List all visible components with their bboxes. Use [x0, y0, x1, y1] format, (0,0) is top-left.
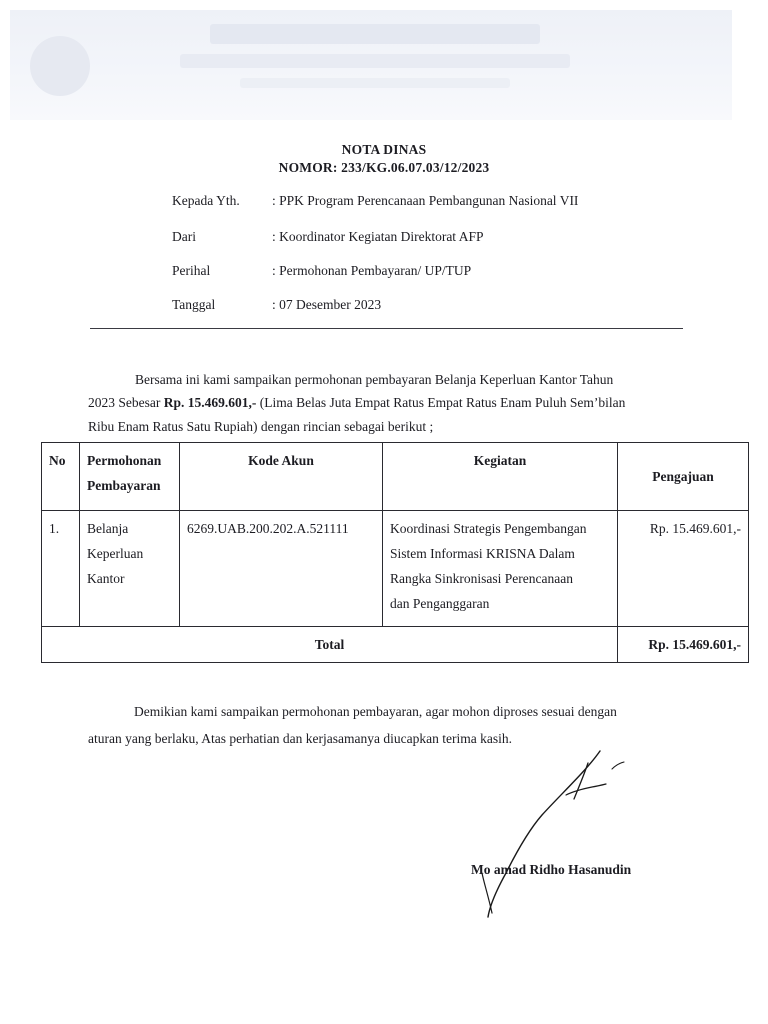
table-header-row: [42, 443, 749, 511]
meta-value: : 07 Desember 2023: [272, 297, 382, 312]
col-header-pengajuan: Pengajuan: [618, 443, 749, 511]
cell-kode-akun: 6269.UAB.200.202.A.521111: [180, 511, 383, 627]
col-header-kode-akun: Kode Akun: [180, 443, 383, 511]
faded-letterhead: [10, 10, 732, 120]
cell-no: 1.: [42, 511, 80, 627]
body-line-2: 2023 Sebesar Rp. 15.469.601,- (Lima Belas Juta Empat Ratus Empat Ratus Enam Puluh Semʼbilan: [88, 395, 626, 410]
meta-label: Dari: [172, 229, 196, 244]
cell-pengajuan: Rp. 15.469.601,-: [618, 511, 749, 627]
cell-permohonan: Belanja Keperluan Kantor: [80, 511, 180, 627]
col-header-kegiatan: Kegiatan: [383, 443, 618, 511]
document-title: NOTA DINAS: [341, 142, 427, 157]
col-header-permohonan: Permohonan Pembayaran: [80, 443, 180, 511]
body-line-1: Bersama ini kami sampaikan permohonan pembayaran Belanja Keperluan Kantor Tahun: [135, 372, 614, 387]
meta-label: Perihal: [172, 263, 211, 278]
body-line-3: Ribu Enam Ratus Satu Rupiah) dengan rincian sebagai berikut ;: [88, 419, 434, 434]
meta-label: Kepada Yth.: [172, 193, 240, 208]
meta-value: : Permohonan Pembayaran/ UP/TUP: [272, 263, 472, 278]
header-divider: [90, 328, 683, 329]
closing-line-1: Demikian kami sampaikan permohonan pembayaran, agar mohon diproses sesuai dengan: [134, 704, 617, 719]
payment-detail-table: [41, 442, 749, 663]
table-row: [42, 511, 749, 627]
closing-line-2: aturan yang berlaku, Atas perhatian dan kerjasamanya diucapkan terima kasih.: [88, 731, 512, 746]
handwritten-signature: [470, 745, 650, 920]
signer-name: Mo amad Ridho Hasanudin: [471, 862, 632, 877]
meta-value: : PPK Program Perencanaan Pembangunan Nasional VII: [272, 193, 579, 208]
meta-label: Tanggal: [172, 297, 216, 312]
total-label: Total: [42, 627, 618, 663]
meta-value: : Koordinator Kegiatan Direktorat AFP: [272, 229, 484, 244]
document-number: NOMOR: 233/KG.06.07.03/12/2023: [278, 160, 490, 175]
cell-kegiatan: Koordinasi Strategis Pengembangan Sistem Informasi KRISNA Dalam Rangka Sinkronisasi Perencanaan dan Penganggaran: [383, 511, 618, 627]
letterhead-logo-ghost: [30, 36, 90, 96]
col-header-no: No: [42, 443, 80, 511]
total-value: Rp. 15.469.601,-: [618, 627, 749, 663]
request-amount: Rp. 15.469.601,-: [163, 395, 257, 410]
table-total-row: [42, 627, 749, 663]
